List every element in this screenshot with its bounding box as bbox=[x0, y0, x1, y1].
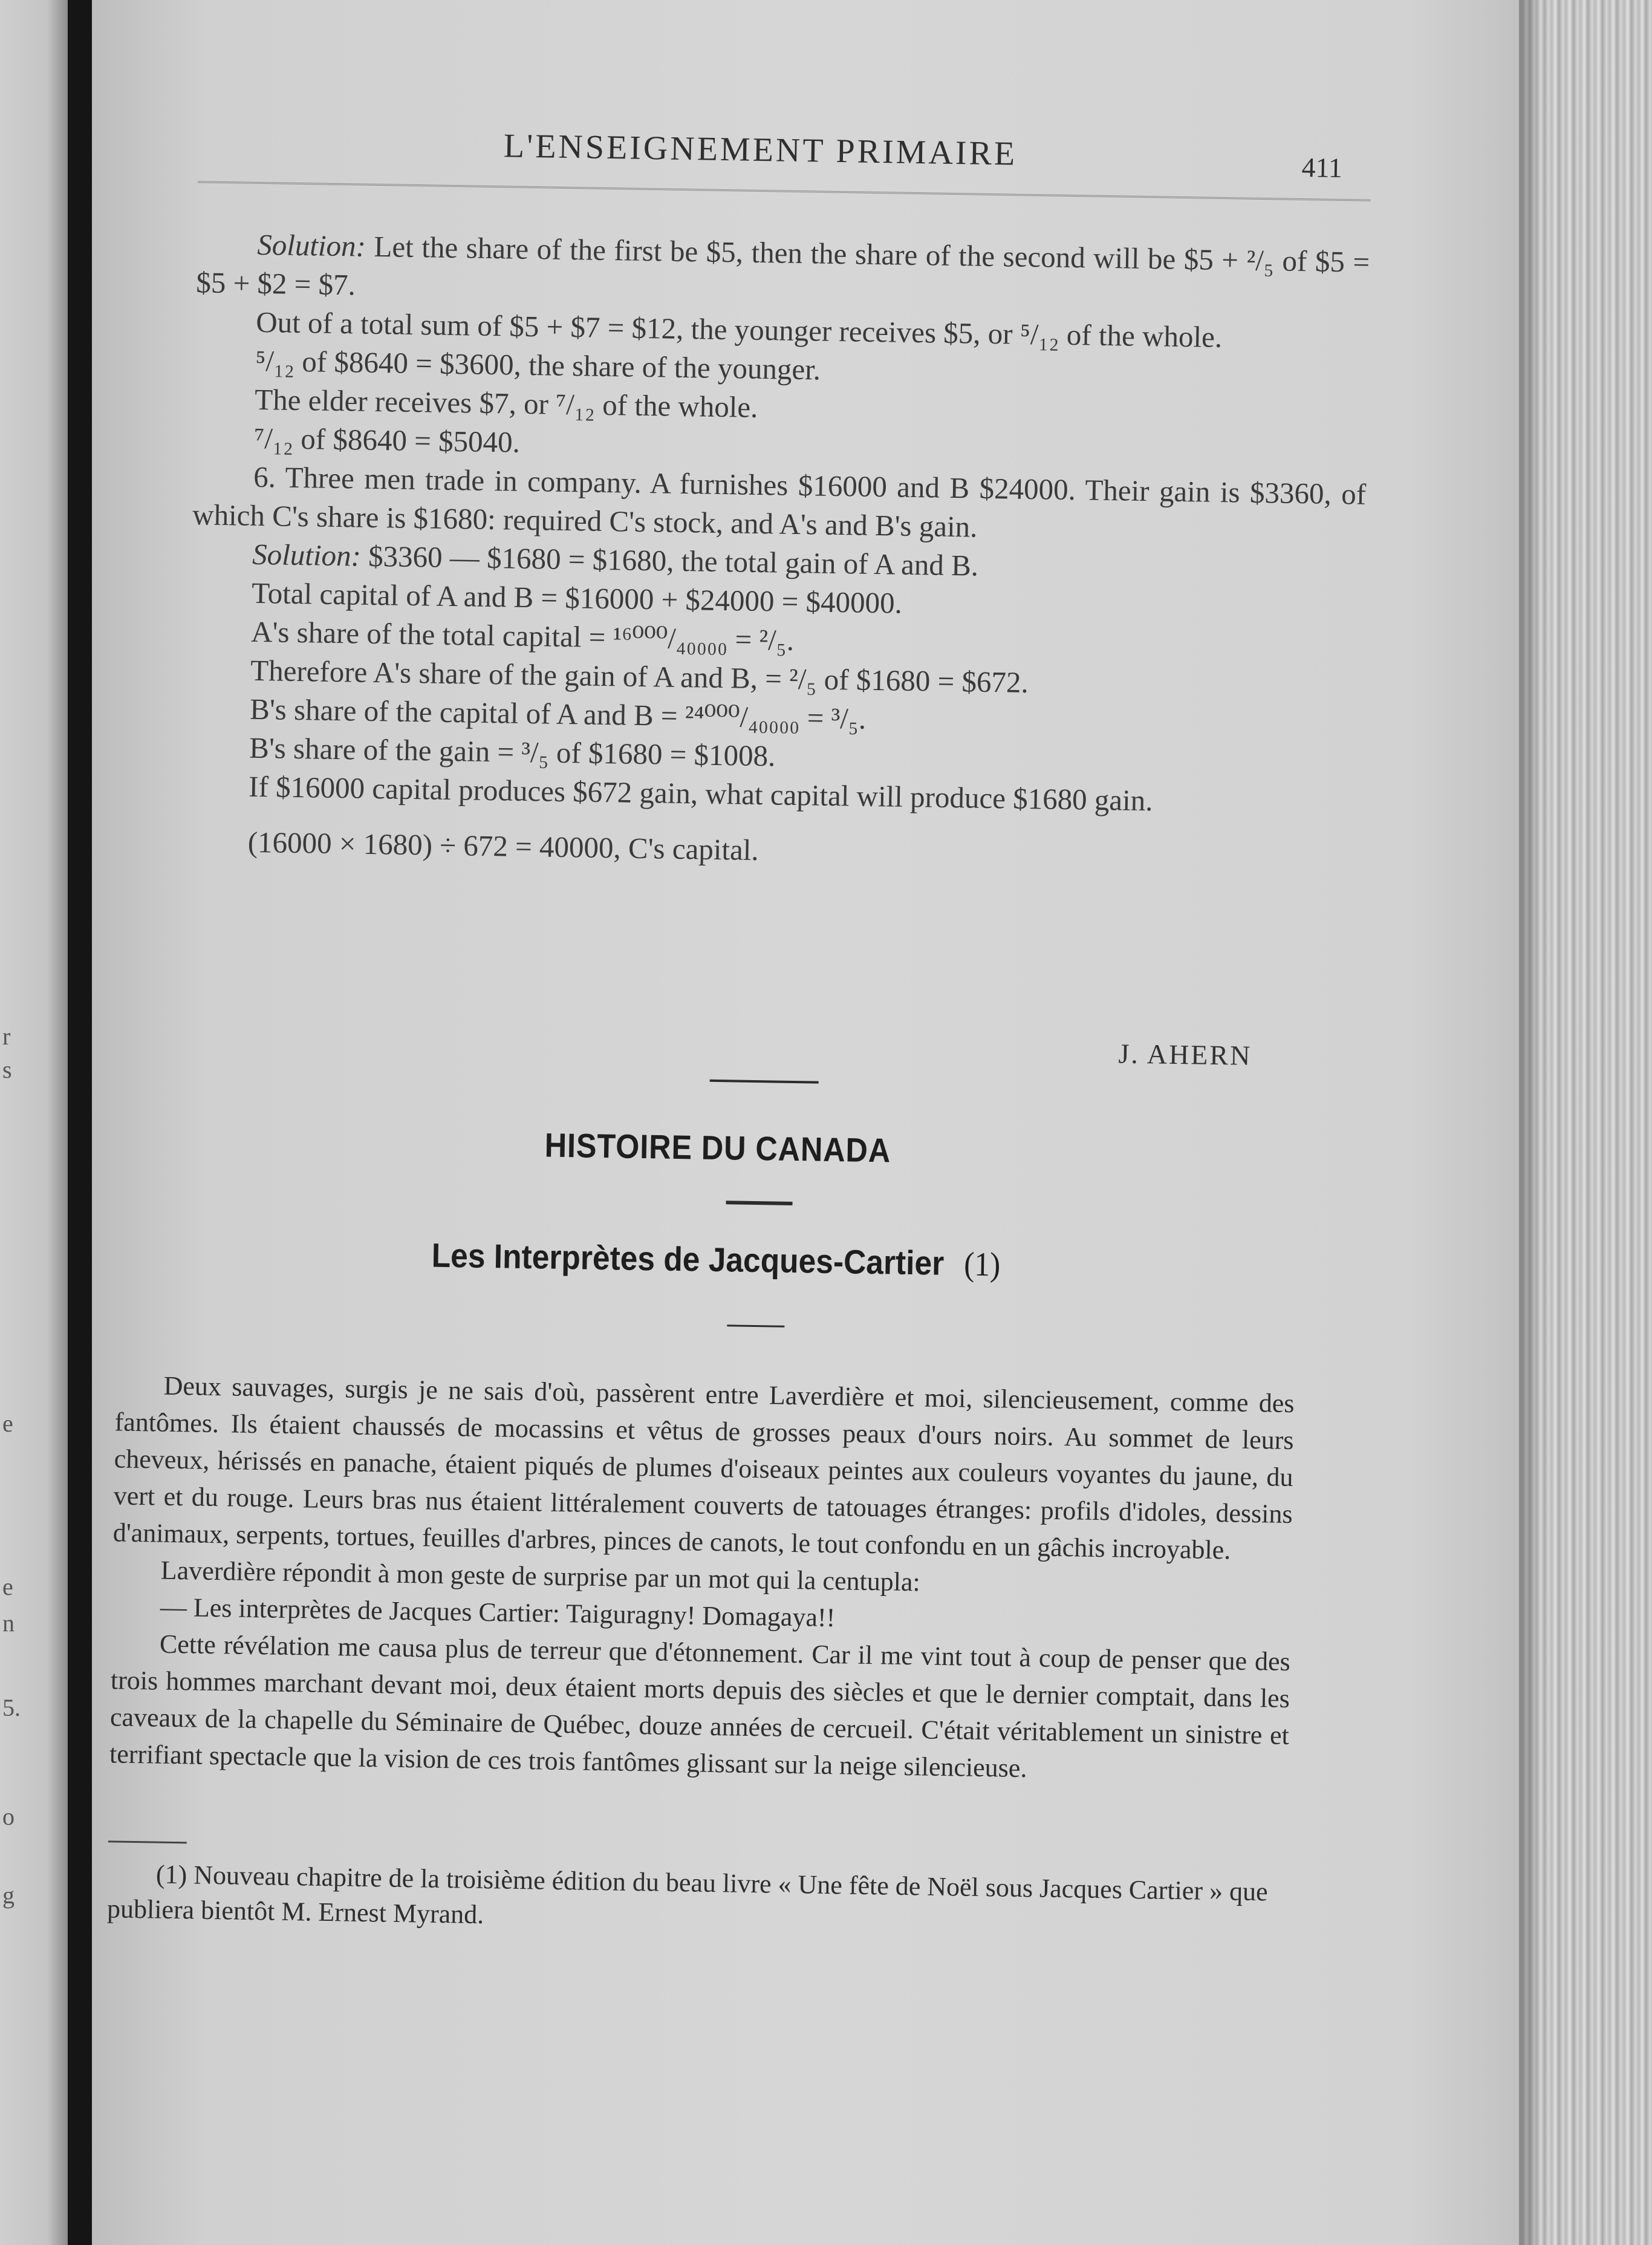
math-paragraph: Therefore A's share of the gain of A and B, = ²/₅ of $1680 = $672. bbox=[250, 653, 1029, 699]
left-page-fragment: 5. bbox=[2, 1694, 21, 1721]
left-page-fragment: e bbox=[2, 1573, 13, 1600]
footnote-text: (1) Nouveau chapitre de la troisième édition du beau livre « Une fête de Noël sous Jacques Cartier » que publiera bientôt M. Ernest Myrand. bbox=[106, 1859, 1268, 1930]
math-solution-text bbox=[187, 224, 1370, 879]
article-divider bbox=[727, 1325, 784, 1327]
math-paragraph: Total capital of A and B = $16000 + $24000 = $40000. bbox=[251, 576, 903, 620]
math-paragraph: 6. Three men trade in company. A furnishes $16000 and B $24000. Their gain is $3360, of which C's share is $1680: required C's stock, and A's and B's gain. bbox=[192, 460, 1367, 544]
page-number: 411 bbox=[1301, 151, 1343, 184]
paragraph-text: $3360 — $1680 = $1680, the total gain of A and B. bbox=[360, 539, 979, 582]
page-411 bbox=[92, 0, 1519, 2245]
math-paragraph: B's share of the gain = ³/₅ of $1680 = $1008. bbox=[249, 731, 776, 773]
article-paragraph: Cette révélation me causa plus de terreur que d'étonnement. Car il me vint tout à coup de penser que des trois hommes marchant devant moi, deux étaient morts depuis des siècles et que le dernier comptait, dans les caveaux de la chapelle du Séminaire de Québec, douze années de cercueil. C'était véritablement un sinistre et terrifiant spectacle que la vision de ces trois fantômes glissant sur la neige silencieuse. bbox=[109, 1629, 1291, 1784]
page-content bbox=[106, 103, 1393, 1930]
article-body bbox=[109, 1366, 1295, 1791]
left-page-fragment: o bbox=[2, 1803, 15, 1830]
left-page-fragment: e bbox=[2, 1410, 13, 1437]
math-paragraph: If $16000 capital produces $672 gain, what capital will produce $1680 gain. bbox=[248, 769, 1153, 818]
footnote bbox=[107, 1856, 1287, 1945]
article-paragraph: Laverdière répondit à mon geste de surprise par un mot qui la centupla: bbox=[160, 1555, 921, 1597]
math-paragraph: B's share of the capital of A and B = ²⁴⁰⁰⁰/₄₀₀₀₀ = ³/₅. bbox=[249, 692, 867, 735]
left-page-fragment: r bbox=[2, 1023, 11, 1050]
math-paragraph: The elder receives $7, or ⁷/₁₂ of the whole. bbox=[254, 382, 758, 424]
math-paragraph: (16000 × 1680) ÷ 672 = 40000, C's capital. bbox=[247, 825, 759, 867]
adjacent-left-page bbox=[0, 0, 68, 2245]
math-paragraph: Out of a total sum of $5 + $7 = $12, the younger receives $5, or ⁵/₁₂ of the whole. bbox=[255, 305, 1223, 354]
header-rule bbox=[198, 181, 1371, 201]
article-title-text: Les Interprètes de Jacques-Cartier bbox=[431, 1236, 945, 1282]
math-paragraph: A's share of the total capital = ¹⁶⁰⁰⁰/₄₀₀₀₀ = ²/₅. bbox=[250, 614, 795, 657]
math-paragraph: ⁷/₁₂ of $8640 = $5040. bbox=[253, 421, 521, 459]
left-page-fragment: g bbox=[2, 1882, 15, 1909]
solution-label: Solution: bbox=[256, 227, 366, 263]
left-page-fragment: n bbox=[2, 1609, 15, 1637]
book-gutter bbox=[68, 0, 92, 2245]
article-paragraph: Deux sauvages, surgis je ne sais d'où, passèrent entre Laverdière et moi, silencieusement, comme des fantômes. Ils étaient chaussés de mocassins et vêtus de grosses peaux d'ours noirs. Au sommet de leurs cheveux, hérissés en panache, étaient piqués de plumes d'oiseaux peintes aux couleurs voyantes du jaune, du vert et du rouge. Leurs bras nus étaient littéralement couverts de tatouages étranges: profils d'idoles, dessins d'animaux, serpents, tortues, feuilles d'arbres, pinces de canots, le tout confondu en un gâchis incroyable. bbox=[112, 1370, 1295, 1565]
paragraph-text: Let the share of the first be $5, then the share of the second will be $5 + ²/₅ of $5 = $5 + $2 = $7. bbox=[195, 229, 1370, 302]
article-paragraph: — Les interprètes de Jacques Cartier: Taiguragny! Domagaya!! bbox=[160, 1592, 836, 1633]
solution-label: Solution: bbox=[252, 537, 362, 573]
math-paragraph: ⁵/₁₂ of $8640 = $3600, the share of the younger. bbox=[255, 344, 821, 386]
footnote-rule bbox=[108, 1840, 187, 1843]
running-header-title: L'ENSEIGNEMENT PRIMAIRE bbox=[503, 127, 1018, 173]
title-divider bbox=[726, 1201, 793, 1205]
section-divider bbox=[710, 1080, 819, 1084]
left-page-fragment: s bbox=[2, 1056, 12, 1083]
article-title bbox=[176, 1231, 1256, 1288]
author-signature: J. AHERN bbox=[1118, 1038, 1252, 1071]
footnote-reference[interactable]: (1) bbox=[963, 1245, 1001, 1284]
page-edge-shadow bbox=[1519, 0, 1543, 2245]
section-title: HISTOIRE DU CANADA bbox=[544, 1126, 891, 1170]
